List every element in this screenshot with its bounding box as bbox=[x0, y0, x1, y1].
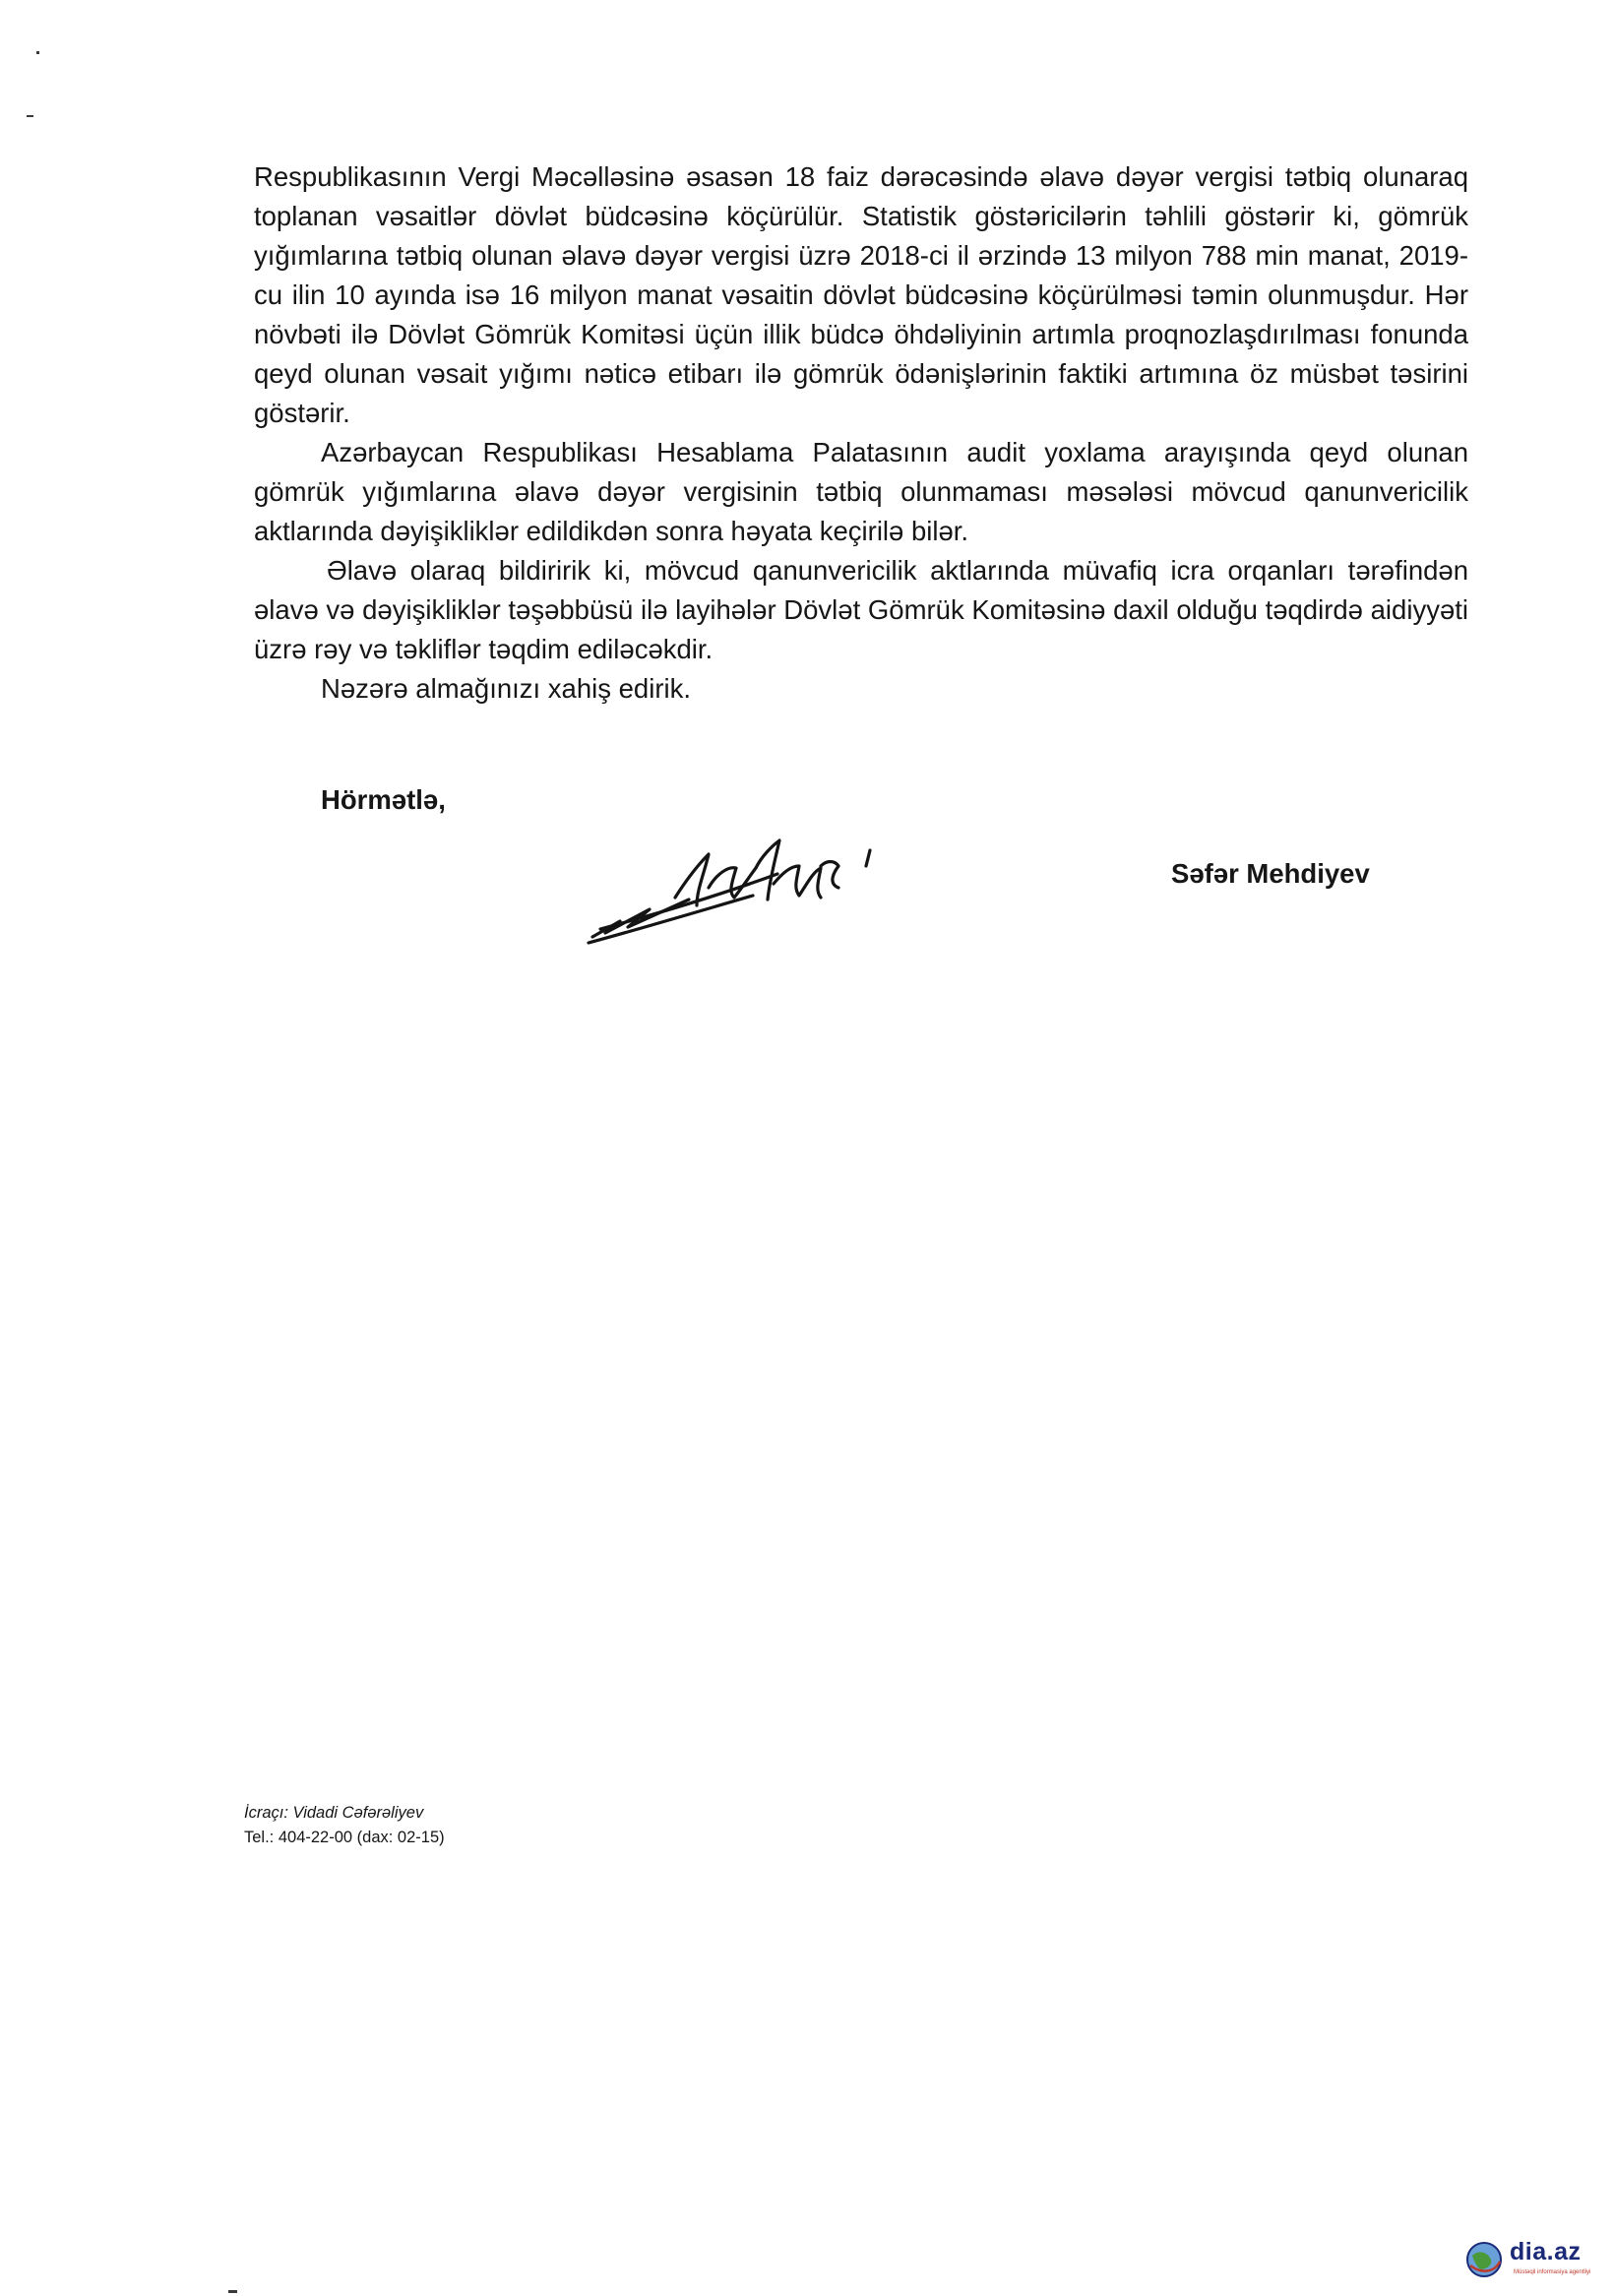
closing-salutation: Hörmətlə, bbox=[321, 784, 446, 815]
phone-line: Tel.: 404-22-00 (dax: 02-15) bbox=[244, 1829, 445, 1846]
executor-info bbox=[244, 1801, 445, 1850]
scan-mark bbox=[36, 51, 39, 54]
globe-logo-icon bbox=[1464, 2240, 1504, 2279]
letter-body bbox=[254, 157, 1468, 709]
watermark-tagline: Müstəqil informasiya agentliyi bbox=[1514, 2269, 1591, 2275]
paragraph-1: Respublikasının Vergi Məcəlləsinə əsasən 18 faiz dərəcəsində əlavə dəyər vergisi tətbiq olunaraq toplanan vəsaitlər dövlət büdcəsinə köçürülür. Statistik göstəricilərin təhlili göstərir ki, gömrük yığımlarına tətbiq olunan əlavə dəyər vergisi üzrə 2018-ci il ərzində 13 milyon 788 min manat, 2019-cu ilin 10 ayında isə 16 milyon manat vəsaitin dövlət büdcəsinə köçürülməsi təmin olunmuşdur. Hər növbəti ilə Dövlət Gömrük Komitəsi üçün illik büdcə öhdəliyinin artımla proqnozlaşdırılması fonunda qeyd olunan vəsait yığımı nəticə etibarı ilə gömrük ödənişlərinin faktiki artımına öz müsbət təsirini göstərir. bbox=[254, 161, 1468, 428]
watermark-brand: dia.az bbox=[1510, 2238, 1582, 2265]
executor-line: İcraçı: Vidadi Cəfərəliyev bbox=[244, 1804, 424, 1822]
scan-mark bbox=[27, 115, 33, 117]
scan-mark bbox=[228, 2290, 237, 2293]
dia-az-watermark bbox=[1464, 2236, 1591, 2285]
signer-name: Səfər Mehdiyev bbox=[1171, 858, 1370, 889]
paragraph-2: Azərbaycan Respublikası Hesablama Palatasının audit yoxlama arayışında qeyd olunan gömrük yığımlarına əlavə dəyər vergisinin tətbiq olunmaması məsələsi mövcud qanunvericilik aktlarında dəyişikliklər edildikdən sonra həyata keçirilə bilər. bbox=[254, 437, 1468, 546]
paragraph-3: Əlavə olaraq bildiririk ki, mövcud qanunvericilik aktlarında müvafiq icra orqanları tərəfindən əlavə və dəyişikliklər təşəbbüsü ilə layihələr Dövlət Gömrük Komitəsinə daxil olduğu təqdirdə aidiyyəti üzrə rəy və təkliflər təqdim ediləcəkdir. bbox=[254, 555, 1468, 664]
handwritten-signature bbox=[581, 827, 955, 955]
paragraph-4: Nəzərə almağınızı xahiş edirik. bbox=[321, 673, 691, 704]
